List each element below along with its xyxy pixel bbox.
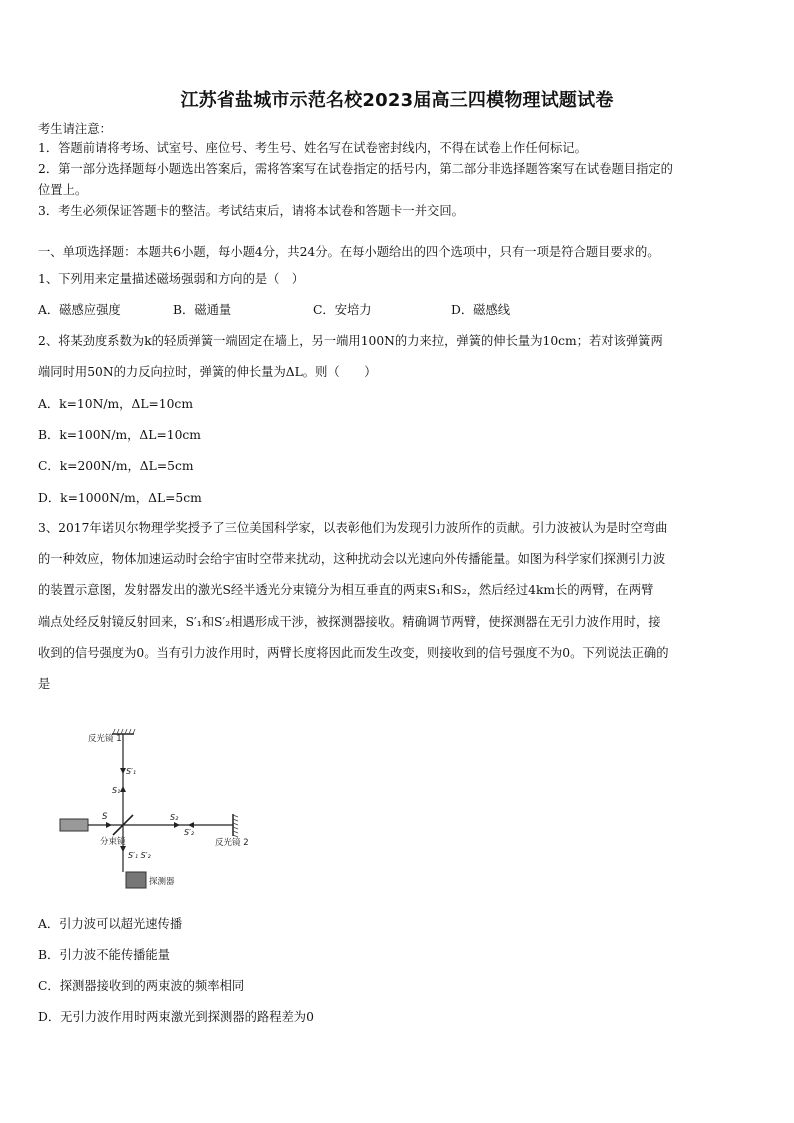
notice-item: 位置上。: [38, 183, 88, 197]
detector-box: [126, 872, 146, 888]
q3-option-a: A．引力波可以超光速传播: [38, 917, 183, 931]
page-title: 江苏省盐城市示范名校2023届高三四模物理试题试卷: [180, 90, 614, 111]
notice-item: 2．第一部分选择题每小题选出答案后，需将答案写在试卷指定的括号内，第二部分非选择题答案写在试卷题目指定的: [38, 162, 673, 176]
label-s2: S₂: [170, 813, 179, 822]
q3-stem: 的一种效应，物体加速运动时会给宇宙时空带来扰动，这种扰动会以光速向外传播能量。如图为科学家们探测引力波: [38, 552, 666, 566]
q3-stem: 3、2017年诺贝尔物理学奖授予了三位美国科学家，以表彰他们为发现引力波所作的贡献。引力波被认为是时空弯曲: [38, 521, 668, 535]
q1-option-a: A．磁感应强度: [38, 303, 121, 317]
laser-emitter: [60, 819, 88, 831]
q3-stem: 的装置示意图，发射器发出的激光S经半透光分束镜分为相互垂直的两束S₁和S₂，然后经过4km长的两臂，在两臂: [38, 583, 654, 597]
label-s: S: [102, 812, 108, 822]
arrow-up-icon: [120, 786, 126, 792]
q2-stem: 2、将某劲度系数为k的轻质弹簧一端固定在墙上，另一端用100N的力来拉，弹簧的伸长量为10cm；若对该弹簧两: [38, 334, 663, 348]
q3-option-d: D．无引力波作用时两束激光到探测器的路程差为0: [38, 1010, 314, 1024]
q2-option-d: D．k=1000N/m，ΔL=5cm: [38, 491, 202, 505]
arrow-right-icon: [174, 822, 180, 828]
label-s2-prime: S′₂: [184, 828, 195, 837]
notice-heading: 考生请注意：: [38, 122, 112, 136]
label-s1-prime: S′₁: [126, 767, 137, 776]
interferometer-diagram: [50, 722, 280, 897]
q1-stem: 1、下列用来定量描述磁场强弱和方向的是（ ）: [38, 272, 305, 286]
q3-option-b: B．引力波不能传播能量: [38, 948, 171, 962]
q3-stem: 收到的信号强度为0。当有引力波作用时，两臂长度将因此而发生改变，则接收到的信号强度不为0。下列说法正确的: [38, 646, 669, 660]
q1-option-d: D．磁感线: [451, 303, 511, 317]
q2-stem: 端同时用50N的力反向拉时，弹簧的伸长量为ΔL。则（ ）: [38, 365, 377, 379]
q3-option-c: C．探测器接收到的两束波的频率相同: [38, 979, 245, 993]
label-s1-s2-prime: S′₁ S′₂: [128, 851, 151, 860]
q1-option-c: C．安培力: [313, 303, 372, 317]
splitter-label: 分束镜: [100, 837, 126, 847]
notice-item: 1．答题前请将考场、试室号、座位号、考生号、姓名写在试卷密封线内，不得在试卷上作任何标记。: [38, 141, 587, 155]
notice-item: 3．考生必须保证答题卡的整洁。考试结束后，请将本试卷和答题卡一并交回。: [38, 204, 464, 218]
q2-option-b: B．k=100N/m，ΔL=10cm: [38, 428, 201, 442]
q2-option-a: A．k=10N/m，ΔL=10cm: [38, 397, 193, 411]
q3-stem: 是: [38, 677, 51, 691]
mirror-2-label: 反光镜 2: [215, 838, 249, 848]
q1-option-b: B．磁通量: [173, 303, 232, 317]
mirror-1-label: 反光镜 1: [88, 734, 122, 744]
q2-option-c: C．k=200N/m，ΔL=5cm: [38, 459, 194, 473]
arrow-right-icon: [106, 822, 112, 828]
section-heading: 一、单项选择题：本题共6小题，每小题4分，共24分。在每小题给出的四个选项中，只有一项是符合题目要求的。: [38, 245, 660, 259]
q1-options: [38, 302, 758, 318]
q3-stem: 端点处经反射镜反射回来，S′₁和S′₂相遇形成干涉，被探测器接收。精确调节两臂，使探测器在无引力波作用时，接: [38, 615, 661, 629]
detector-label: 探测器: [149, 877, 175, 887]
label-s1: S₁: [112, 786, 121, 795]
